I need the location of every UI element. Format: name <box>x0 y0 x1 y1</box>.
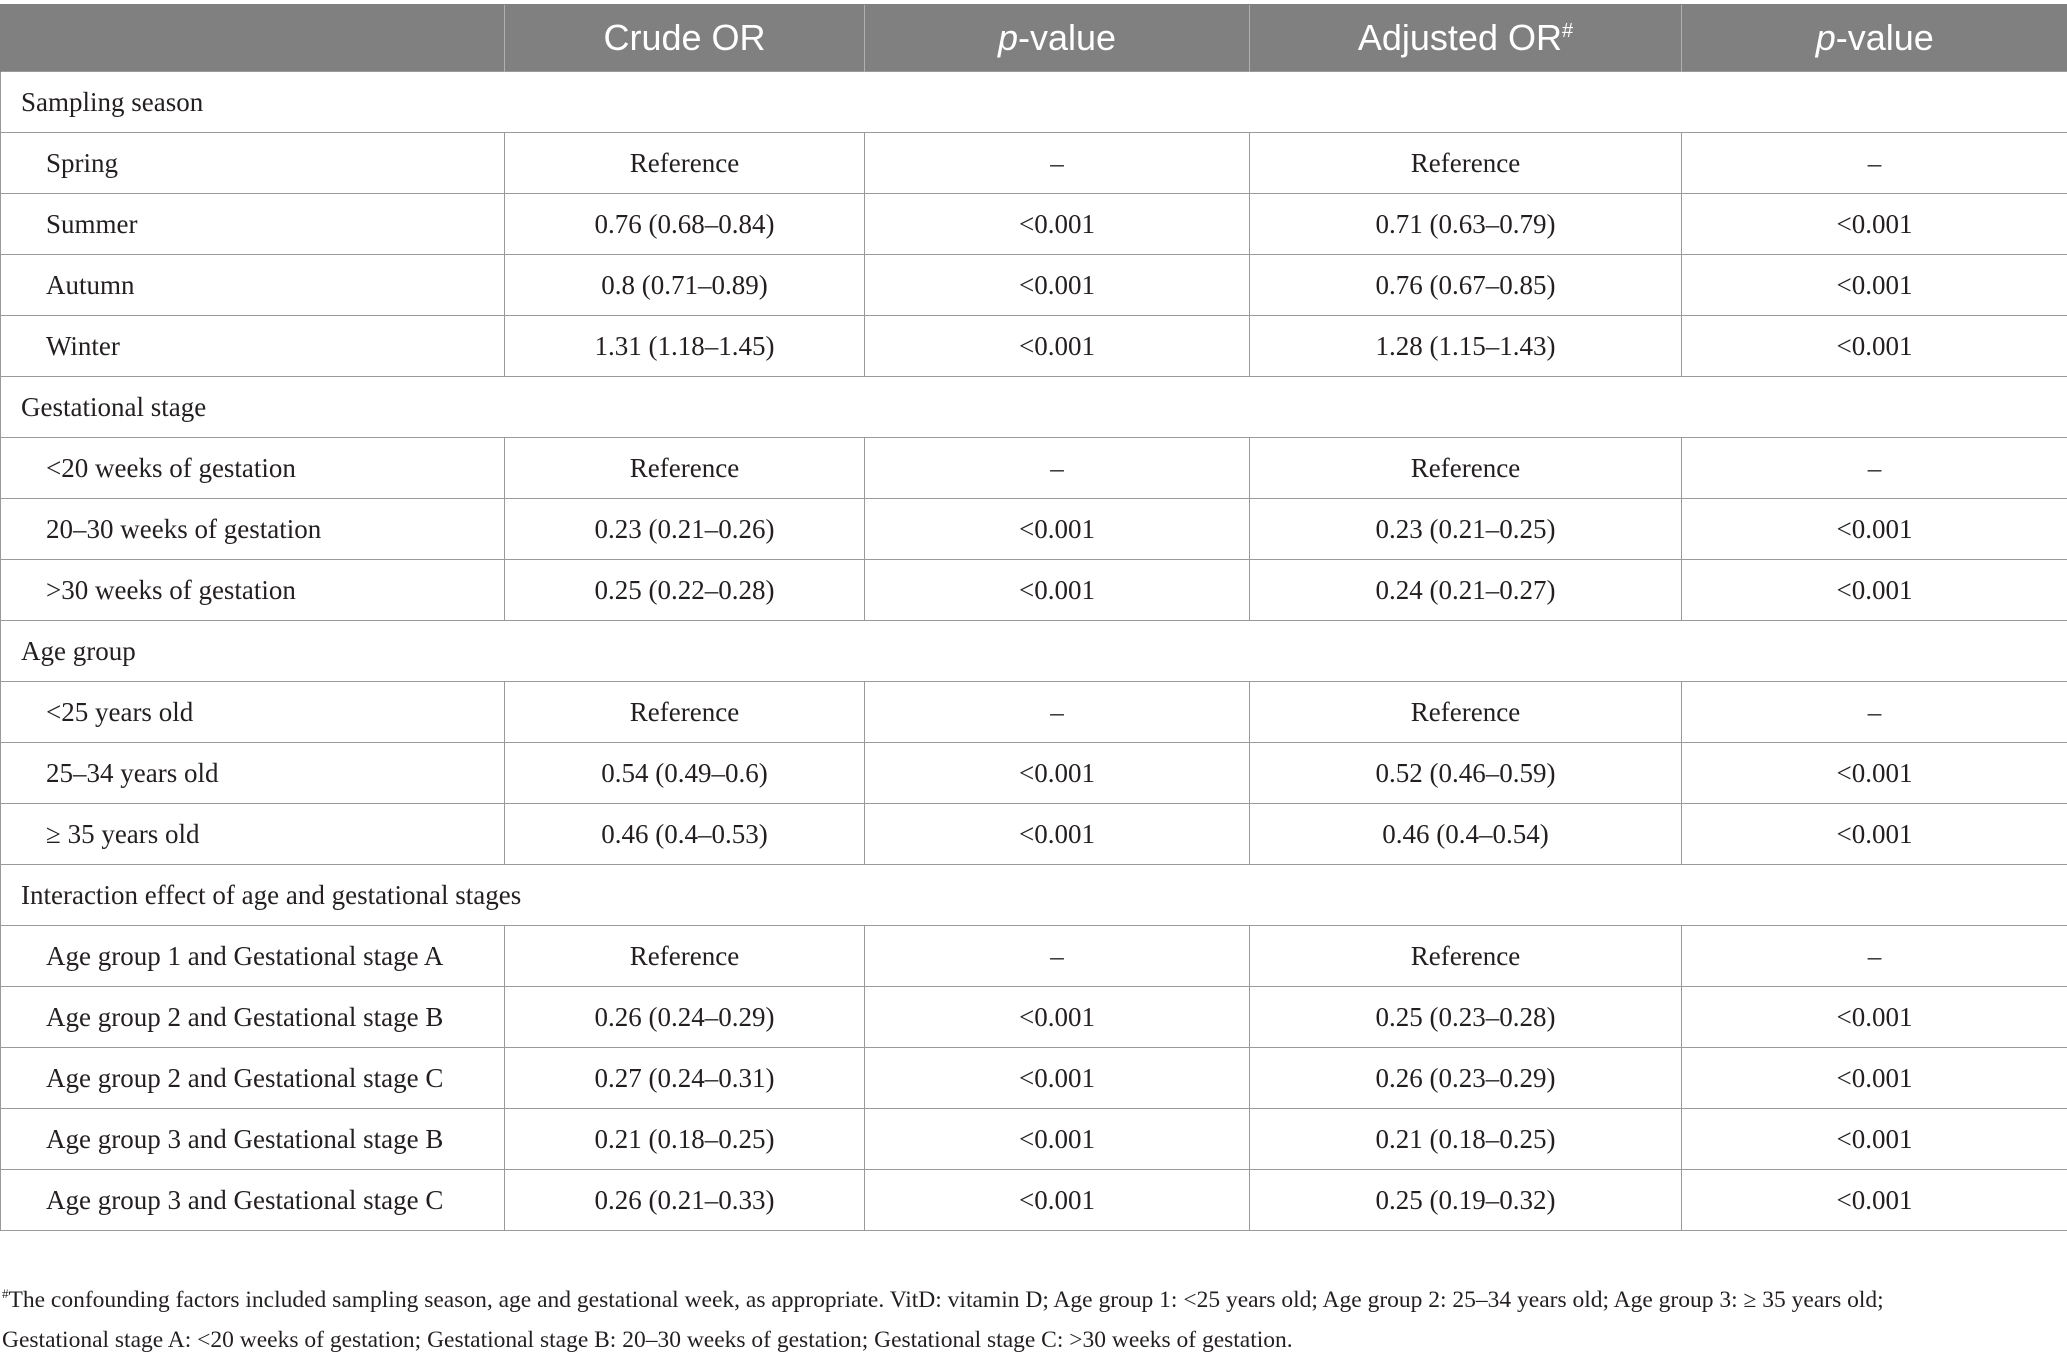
row-label: Summer <box>1 194 505 255</box>
section-header-row <box>1 377 2067 438</box>
row-label: Winter <box>1 316 505 377</box>
section-header-row <box>1 865 2067 926</box>
table-row <box>1 1170 2067 1231</box>
adjusted-or-cell: Reference <box>1250 682 1682 743</box>
row-label: Age group 1 and Gestational stage A <box>1 926 505 987</box>
row-label: <25 years old <box>1 682 505 743</box>
section-title: Interaction effect of age and gestational stages <box>1 865 2067 926</box>
crude-p-value-cell: <0.001 <box>865 316 1250 377</box>
crude-or-cell: 0.25 (0.22–0.28) <box>505 560 865 621</box>
adjusted-or-cell: Reference <box>1250 133 1682 194</box>
adjusted-or-cell: 0.52 (0.46–0.59) <box>1250 743 1682 804</box>
section-header-row <box>1 72 2067 133</box>
adjusted-p-value-cell: <0.001 <box>1682 194 2067 255</box>
adjusted-or-cell: 0.25 (0.23–0.28) <box>1250 987 1682 1048</box>
adjusted-p-value-cell: <0.001 <box>1682 804 2067 865</box>
crude-p-value-cell: <0.001 <box>865 194 1250 255</box>
crude-p-value-cell: – <box>865 682 1250 743</box>
table-row <box>1 255 2067 316</box>
adjusted-or-cell: 0.71 (0.63–0.79) <box>1250 194 1682 255</box>
header-adjusted-p-value <box>1682 5 2067 72</box>
crude-or-cell: Reference <box>505 438 865 499</box>
adjusted-p-value-cell: <0.001 <box>1682 1109 2067 1170</box>
crude-p-value-cell: – <box>865 438 1250 499</box>
crude-or-cell: 0.23 (0.21–0.26) <box>505 499 865 560</box>
crude-or-cell: 0.46 (0.4–0.53) <box>505 804 865 865</box>
crude-or-cell: 0.27 (0.24–0.31) <box>505 1048 865 1109</box>
odds-ratio-table <box>0 4 2067 1231</box>
header-row <box>1 5 2067 72</box>
adjusted-or-cell: 0.23 (0.21–0.25) <box>1250 499 1682 560</box>
row-label: Autumn <box>1 255 505 316</box>
adjusted-p-value-cell: <0.001 <box>1682 1170 2067 1231</box>
table-row <box>1 194 2067 255</box>
table-row <box>1 133 2067 194</box>
header-variable <box>1 5 505 72</box>
adjusted-or-cell: 0.46 (0.4–0.54) <box>1250 804 1682 865</box>
adjusted-or-cell: Reference <box>1250 926 1682 987</box>
adjusted-p-value-cell: – <box>1682 682 2067 743</box>
crude-p-value-cell: <0.001 <box>865 1048 1250 1109</box>
section-title: Age group <box>1 621 2067 682</box>
footnote-text: The confounding factors included sampling season, age and gestational week, as appropriate. VitD: vitamin D; Age group 1: <25 years old; Age group 2: 25–34 years old; Age group 3: ≥ 35 years old; Gestational stage A: <20 weeks of gestation; Gestational stage B: 20–30 weeks of gestation; Gestational stage C: >30 weeks of gestation. <box>2 1287 1884 1353</box>
adjusted-p-value-cell: <0.001 <box>1682 743 2067 804</box>
crude-or-cell: 0.54 (0.49–0.6) <box>505 743 865 804</box>
adjusted-or-cell: 0.21 (0.18–0.25) <box>1250 1109 1682 1170</box>
adjusted-p-value-cell: <0.001 <box>1682 255 2067 316</box>
footnote-mark: # <box>2 1286 9 1301</box>
crude-p-value-cell: – <box>865 133 1250 194</box>
header-p-rest: -value <box>1018 17 1116 58</box>
row-label: >30 weeks of gestation <box>1 560 505 621</box>
crude-p-value-cell: <0.001 <box>865 560 1250 621</box>
section-header-row <box>1 621 2067 682</box>
adjusted-or-cell: 0.24 (0.21–0.27) <box>1250 560 1682 621</box>
crude-or-cell: 1.31 (1.18–1.45) <box>505 316 865 377</box>
row-label: Age group 2 and Gestational stage B <box>1 987 505 1048</box>
header-crude-or-label: Crude OR <box>603 17 765 58</box>
header-adjusted-or <box>1250 5 1682 72</box>
crude-p-value-cell: <0.001 <box>865 743 1250 804</box>
table-row <box>1 682 2067 743</box>
row-label: 20–30 weeks of gestation <box>1 499 505 560</box>
table-row <box>1 987 2067 1048</box>
header-crude-or <box>505 5 865 72</box>
adjusted-p-value-cell: <0.001 <box>1682 316 2067 377</box>
header-adjusted-or-mark: # <box>1562 20 1573 42</box>
crude-or-cell: 0.26 (0.21–0.33) <box>505 1170 865 1231</box>
table-header <box>1 5 2067 72</box>
crude-or-cell: 0.76 (0.68–0.84) <box>505 194 865 255</box>
section-title: Sampling season <box>1 72 2067 133</box>
header-crude-p-value <box>865 5 1250 72</box>
table-footnote <box>2 1280 1992 1360</box>
table-row <box>1 804 2067 865</box>
table-row <box>1 316 2067 377</box>
crude-or-cell: Reference <box>505 926 865 987</box>
adjusted-p-value-cell: – <box>1682 438 2067 499</box>
crude-p-value-cell: – <box>865 926 1250 987</box>
adjusted-p-value-cell: <0.001 <box>1682 987 2067 1048</box>
header-p-rest: -value <box>1836 17 1934 58</box>
crude-p-value-cell: <0.001 <box>865 499 1250 560</box>
row-label: Age group 3 and Gestational stage C <box>1 1170 505 1231</box>
adjusted-or-cell: 0.25 (0.19–0.32) <box>1250 1170 1682 1231</box>
row-label: <20 weeks of gestation <box>1 438 505 499</box>
crude-p-value-cell: <0.001 <box>865 987 1250 1048</box>
adjusted-or-cell: 0.26 (0.23–0.29) <box>1250 1048 1682 1109</box>
adjusted-or-cell: Reference <box>1250 438 1682 499</box>
crude-or-cell: Reference <box>505 133 865 194</box>
crude-or-cell: 0.26 (0.24–0.29) <box>505 987 865 1048</box>
crude-p-value-cell: <0.001 <box>865 1170 1250 1231</box>
header-p-italic: p <box>1816 17 1836 58</box>
adjusted-p-value-cell: – <box>1682 133 2067 194</box>
row-label: Spring <box>1 133 505 194</box>
header-adjusted-or-label: Adjusted OR <box>1358 17 1562 58</box>
section-title: Gestational stage <box>1 377 2067 438</box>
table-row <box>1 438 2067 499</box>
adjusted-p-value-cell: <0.001 <box>1682 499 2067 560</box>
adjusted-or-cell: 1.28 (1.15–1.43) <box>1250 316 1682 377</box>
crude-or-cell: 0.8 (0.71–0.89) <box>505 255 865 316</box>
crude-p-value-cell: <0.001 <box>865 804 1250 865</box>
table-row <box>1 499 2067 560</box>
crude-p-value-cell: <0.001 <box>865 255 1250 316</box>
row-label: ≥ 35 years old <box>1 804 505 865</box>
row-label: Age group 2 and Gestational stage C <box>1 1048 505 1109</box>
adjusted-p-value-cell: <0.001 <box>1682 560 2067 621</box>
crude-p-value-cell: <0.001 <box>865 1109 1250 1170</box>
crude-or-cell: Reference <box>505 682 865 743</box>
header-p-italic: p <box>998 17 1018 58</box>
table-row <box>1 1048 2067 1109</box>
row-label: Age group 3 and Gestational stage B <box>1 1109 505 1170</box>
odds-ratio-table-container <box>0 4 2067 1231</box>
adjusted-or-cell: 0.76 (0.67–0.85) <box>1250 255 1682 316</box>
adjusted-p-value-cell: <0.001 <box>1682 1048 2067 1109</box>
table-row <box>1 1109 2067 1170</box>
adjusted-p-value-cell: – <box>1682 926 2067 987</box>
row-label: 25–34 years old <box>1 743 505 804</box>
crude-or-cell: 0.21 (0.18–0.25) <box>505 1109 865 1170</box>
table-body <box>1 72 2067 1231</box>
table-row <box>1 926 2067 987</box>
table-row <box>1 560 2067 621</box>
table-row <box>1 743 2067 804</box>
